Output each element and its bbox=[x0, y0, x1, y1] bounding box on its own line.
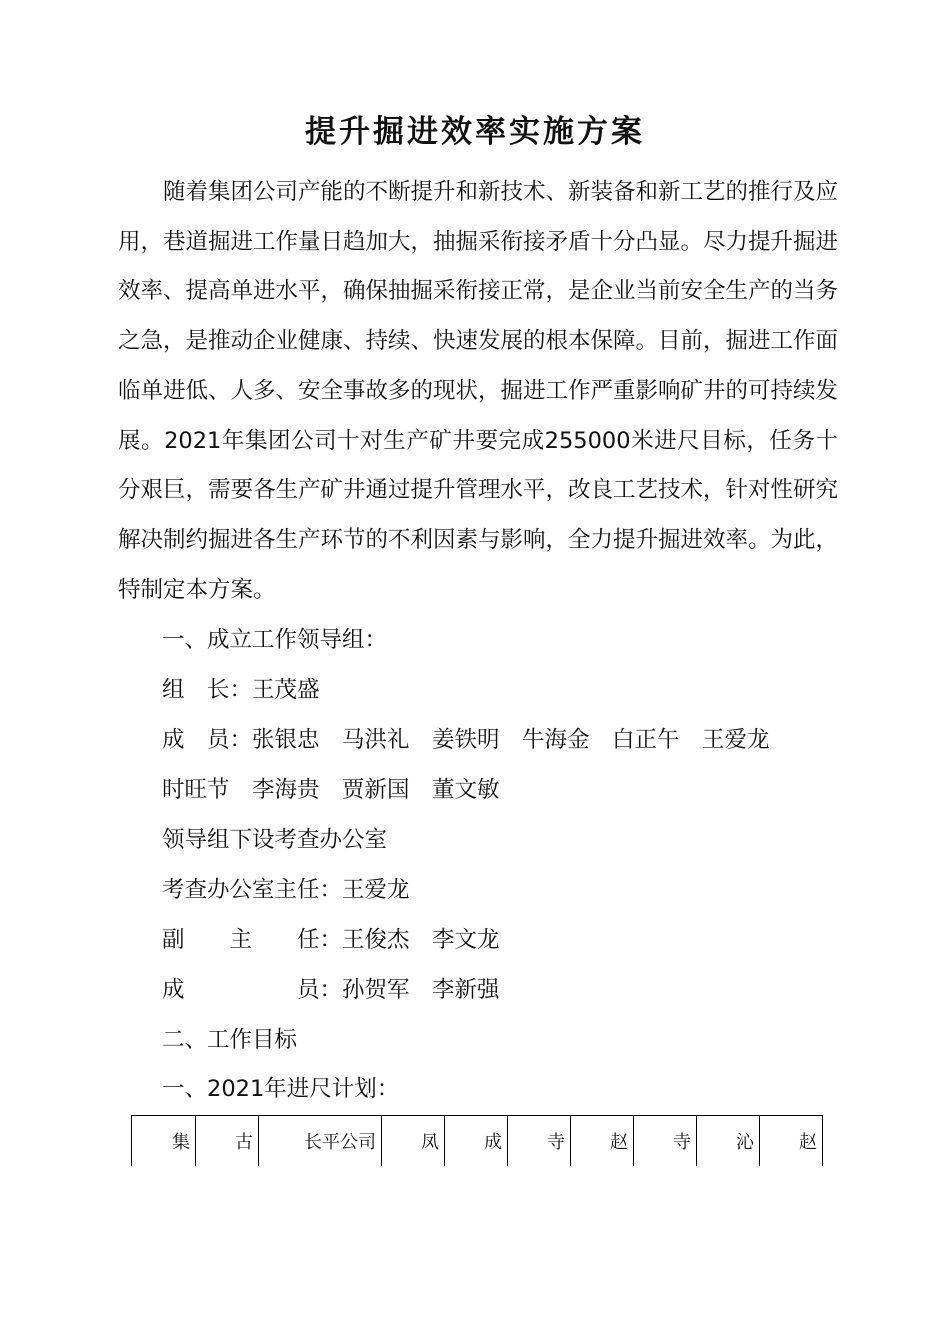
office-line: 领导组下设考查办公室 bbox=[162, 827, 388, 853]
table-cell: 赵 bbox=[571, 1116, 634, 1167]
document-title: 提升掘进效率实施方案 bbox=[305, 114, 645, 150]
table-cell: 赵 bbox=[760, 1116, 823, 1167]
office-director-line: 考查办公室主任：王爱龙 bbox=[162, 877, 410, 903]
deputy-director-line: 副 主 任：王俊杰 李文龙 bbox=[162, 927, 500, 953]
section-heading-leadership: 一、成立工作领导组： bbox=[162, 627, 388, 653]
table-cell: 寺 bbox=[634, 1116, 697, 1167]
table-cell: 凤 bbox=[382, 1116, 445, 1167]
table-cell: 寺 bbox=[508, 1116, 571, 1167]
intro-paragraph: 随着集团公司产能的不断提升和新技术、新装备和新工艺的推行及应用，巷道掘进工作量日趋加大，抽掘采衔接矛盾十分凸显。尽力提升掘进效率、提高单进水平，确保抽掘采衔接正常，是企业当前安全生产的当务之急，是推动企业健康、持续、快速发展的根本保障。目前，掘进工作面临单进低、人多、安全事故多的现状，掘进工作严重影响矿井的可持续发展。2021年集团公司十对生产矿井要完成255000米进尺目标，任务十分艰巨，需要各生产矿井通过提升管理水平，改良工艺技术，针对性研究解决制约掘进各生产环节的不利因素与影响，全力提升掘进效率。为此，特制定本方案。 bbox=[118, 179, 839, 603]
section-heading-plan: 一、2021年进尺计划： bbox=[162, 1076, 400, 1102]
table-cell: 沁 bbox=[697, 1116, 760, 1167]
leader-line: 组 长：王茂盛 bbox=[162, 677, 320, 703]
table-cell: 长平公司 bbox=[259, 1116, 382, 1167]
table-cell: 成 bbox=[445, 1116, 508, 1167]
members-line-continued: 时旺节 李海贵 贾新国 董文敏 bbox=[162, 777, 500, 803]
progress-plan-table bbox=[131, 1115, 823, 1166]
office-members-line: 成 员：孙贺军 李新强 bbox=[162, 977, 500, 1003]
section-heading-goals: 二、工作目标 bbox=[162, 1027, 298, 1053]
table-cell: 古 bbox=[196, 1116, 259, 1167]
table-header-row bbox=[132, 1116, 823, 1167]
table-cell: 集 bbox=[132, 1116, 196, 1167]
members-line: 成 员：张银忠 马洪礼 姜铁明 牛海金 白正午 王爱龙 bbox=[162, 727, 770, 753]
